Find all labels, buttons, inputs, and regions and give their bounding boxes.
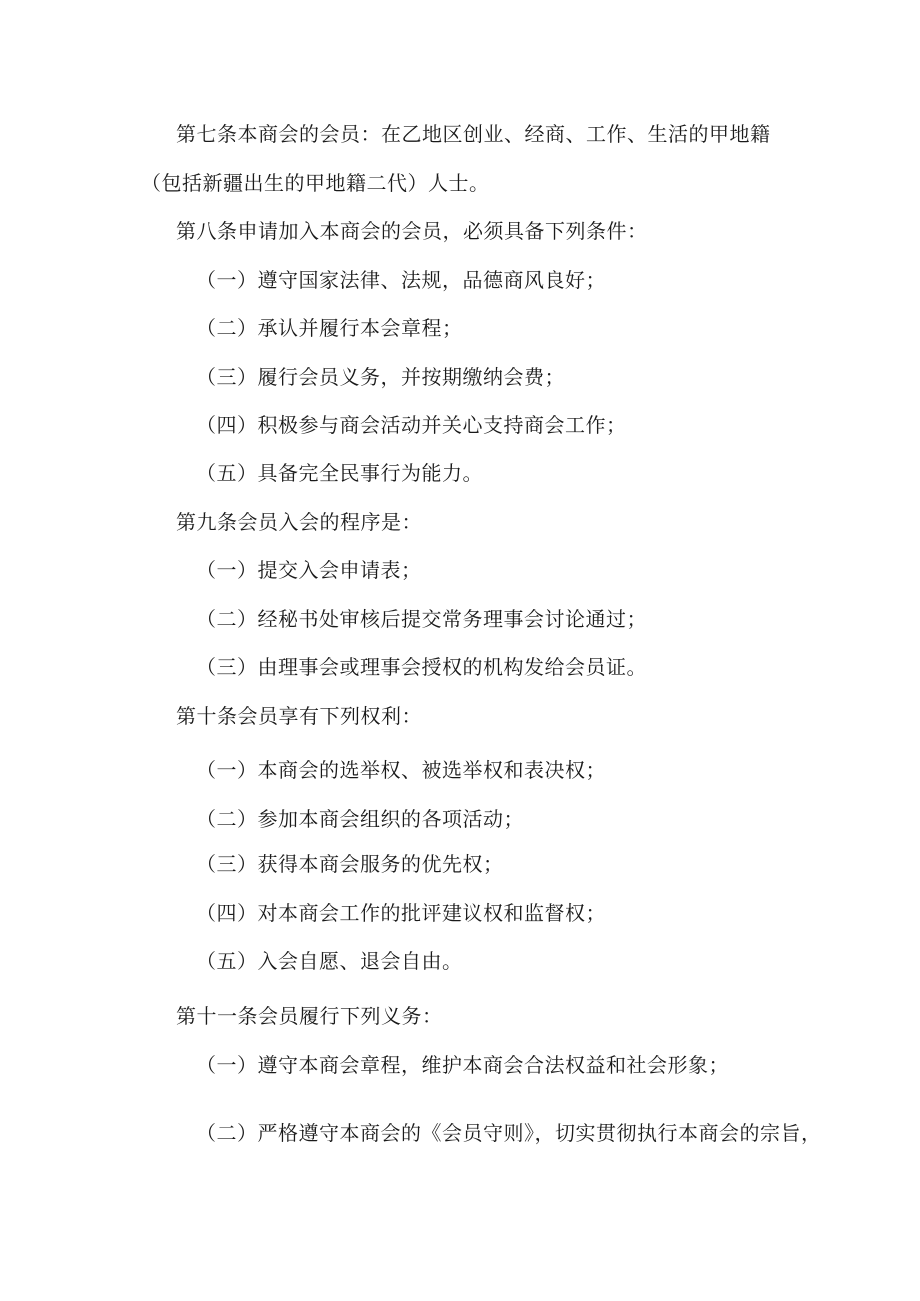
article-7-line-1: 第七条本商会的会员：在乙地区创业、经商、工作、生活的甲地籍 [176, 122, 771, 146]
article-8-item-1: （一）遵守国家法律、法规，品德商风良好； [196, 268, 606, 292]
article-10-item-1: （一）本商会的选举权、被选举权和表决权； [196, 758, 606, 782]
article-11-item-2: （二）严格遵守本商会的《会员守则》，切实贯彻执行本商会的宗旨， [196, 1121, 822, 1145]
article-8-item-5: （五）具备完全民事行为能力。 [196, 461, 483, 485]
article-9-item-2: （二）经秘书处审核后提交常务理事会讨论通过； [196, 607, 647, 631]
article-11-item-1: （一）遵守本商会章程，维护本商会合法权益和社会形象； [196, 1053, 729, 1077]
article-8-item-2: （二）承认并履行本会章程； [196, 316, 463, 340]
article-8-heading: 第八条申请加入本商会的会员，必须具备下列条件： [176, 219, 648, 243]
article-10-heading: 第十条会员享有下列权利： [176, 704, 422, 728]
article-10-item-3: （三）获得本商会服务的优先权； [196, 852, 504, 876]
article-10-item-2: （二）参加本商会组织的各项活动； [196, 807, 524, 831]
article-9-item-3: （三）由理事会或理事会授权的机构发给会员证。 [196, 655, 647, 679]
article-7-line-2: （包括新疆出生的甲地籍二代）人士。 [141, 171, 490, 195]
article-11-heading: 第十一条会员履行下列义务： [176, 1004, 443, 1028]
article-8-item-4: （四）积极参与商会活动并关心支持商会工作； [196, 413, 627, 437]
article-10-item-5: （五）入会自愿、退会自由。 [196, 949, 463, 973]
article-9-item-1: （一）提交入会申请表； [196, 558, 422, 582]
article-8-item-3: （三）履行会员义务，并按期缴纳会费； [196, 365, 565, 389]
article-10-item-4: （四）对本商会工作的批评建议权和监督权； [196, 901, 606, 925]
article-9-heading: 第九条会员入会的程序是： [176, 510, 422, 534]
